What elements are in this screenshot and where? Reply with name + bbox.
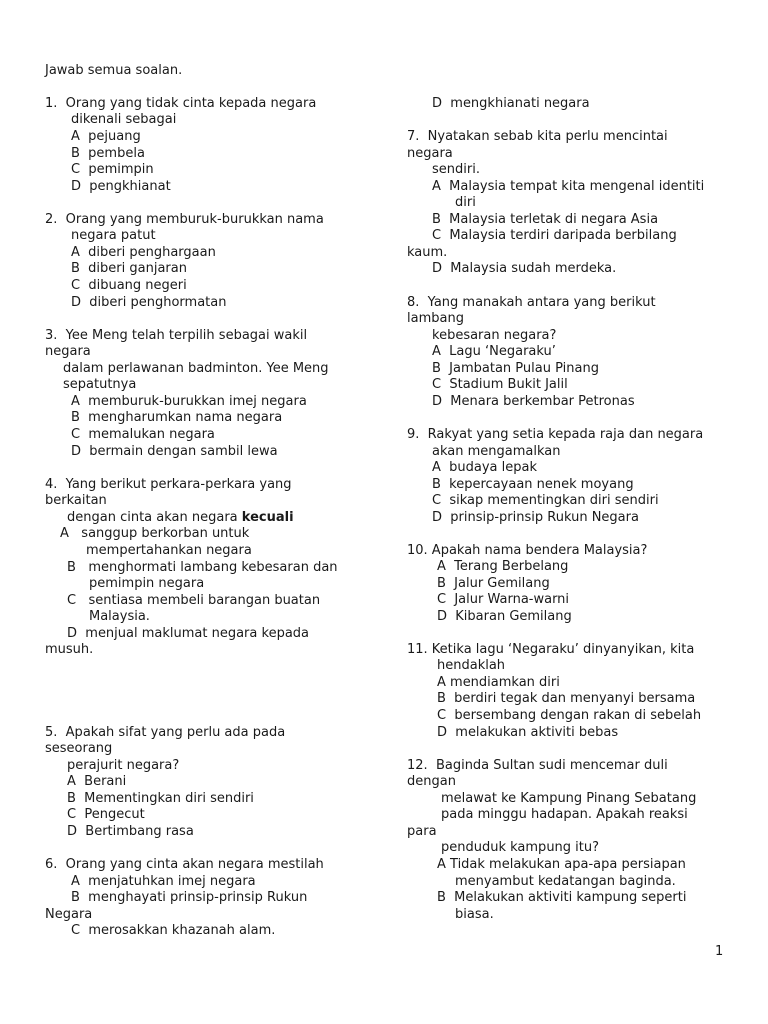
question-text: negara <box>407 146 453 161</box>
question-text: 3. Yee Meng telah terpilih sebagai wakil <box>45 328 308 343</box>
option-d: D Malaysia sudah merdeka. <box>432 261 617 276</box>
option-d: D diberi penghormatan <box>71 295 227 310</box>
question-text: 1. Orang yang tidak cinta kepada negara <box>45 96 317 111</box>
option-d: D menjual maklumat negara kepada <box>67 626 310 641</box>
option-a: A menjatuhkan imej negara <box>71 874 256 889</box>
option-a: A mendiamkan diri <box>437 675 560 690</box>
option-a: A Lagu ‘Negaraku’ <box>432 344 556 359</box>
question-text-plain: dengan cinta akan negara <box>67 510 242 525</box>
option-b: B mengharumkan nama negara <box>71 410 283 425</box>
option-c: C dibuang negeri <box>71 278 187 293</box>
option-d: D melakukan aktiviti bebas <box>437 725 619 740</box>
option-a: A diberi penghargaan <box>71 245 216 260</box>
option-c: C Malaysia terdiri daripada berbilang <box>432 228 677 243</box>
question-text: sendiri. <box>432 162 480 177</box>
question-text: dalam perlawanan badminton. Yee Meng <box>63 361 329 376</box>
option-a: A budaya lepak <box>432 460 538 475</box>
option-a: A sanggup berkorban untuk <box>60 526 250 541</box>
question-text: 4. Yang berikut perkara-perkara yang <box>45 477 292 492</box>
question-text: berkaitan <box>45 493 107 508</box>
option-c: C memalukan negara <box>71 427 215 442</box>
option-b: B berdiri tegak dan menyanyi bersama <box>437 691 696 706</box>
question-text: perajurit negara? <box>67 758 180 773</box>
question-text: negara <box>45 344 91 359</box>
option-c: C sentiasa membeli barangan buatan <box>67 593 321 608</box>
option-b-cont: Negara <box>45 907 93 922</box>
question-text: 7. Nyatakan sebab kita perlu mencintai <box>407 129 668 144</box>
question-text: dengan <box>407 774 456 789</box>
question-text: hendaklah <box>437 658 506 673</box>
option-c: C Jalur Warna-warni <box>437 592 570 607</box>
option-a: A Berani <box>67 774 127 789</box>
question-text: 2. Orang yang memburuk-burukkan nama <box>45 212 324 227</box>
option-c-cont: Malaysia. <box>89 609 150 624</box>
option-d: D prinsip-prinsip Rukun Negara <box>432 510 639 525</box>
question-text: para <box>407 824 437 839</box>
option-d: D Bertimbang rasa <box>67 824 194 839</box>
question-text: pada minggu hadapan. Apakah reaksi <box>441 807 688 822</box>
question-text: dikenali sebagai <box>71 112 177 127</box>
question-text: 10. Apakah nama bendera Malaysia? <box>407 543 648 558</box>
question-text: negara patut <box>71 228 156 243</box>
option-d: D Menara berkembar Petronas <box>432 394 635 409</box>
option-b: B Malaysia terletak di negara Asia <box>432 212 659 227</box>
question-text: seseorang <box>45 741 113 756</box>
question-6-option-d: D mengkhianati negara <box>432 96 590 111</box>
option-c: C Stadium Bukit Jalil <box>432 377 568 392</box>
question-text: 6. Orang yang cinta akan negara mestilah <box>45 857 324 872</box>
option-c-cont: kaum. <box>407 245 448 260</box>
option-b-cont: biasa. <box>455 907 494 922</box>
option-a: A Terang Berbelang <box>437 559 569 574</box>
option-c: C merosakkan khazanah alam. <box>71 923 276 938</box>
instruction: Jawab semua soalan. <box>45 63 183 78</box>
option-c: C Pengecut <box>67 807 145 822</box>
question-text: melawat ke Kampung Pinang Sebatang <box>441 791 697 806</box>
option-a: A pejuang <box>71 129 141 144</box>
page-number: 1 <box>715 944 724 959</box>
question-text: 8. Yang manakah antara yang berikut <box>407 295 656 310</box>
question-text: 12. Baginda Sultan sudi mencemar duli <box>407 758 668 773</box>
option-b: B Jalur Gemilang <box>437 576 550 591</box>
option-c: C bersembang dengan rakan di sebelah <box>437 708 702 723</box>
option-b: B kepercayaan nenek moyang <box>432 477 634 492</box>
option-b-cont: pemimpin negara <box>89 576 205 591</box>
option-d: D bermain dengan sambil lewa <box>71 444 278 459</box>
option-b: B pembela <box>71 146 145 161</box>
question-text: akan mengamalkan <box>432 444 561 459</box>
option-d: D pengkhianat <box>71 179 171 194</box>
option-b: B menghormati lambang kebesaran dan <box>67 560 338 575</box>
option-a-cont: diri <box>455 195 476 210</box>
option-b: B Melakukan aktiviti kampung seperti <box>437 890 687 905</box>
option-c: C sikap mementingkan diri sendiri <box>432 493 659 508</box>
option-d-cont: musuh. <box>45 642 94 657</box>
option-b: B diberi ganjaran <box>71 261 187 276</box>
question-text: 9. Rakyat yang setia kepada raja dan negara <box>407 427 704 442</box>
question-text: 11. Ketika lagu ‘Negaraku’ dinyanyikan, kita <box>407 642 695 657</box>
option-a-cont: menyambut kedatangan baginda. <box>455 874 676 889</box>
question-text: penduduk kampung itu? <box>441 840 600 855</box>
option-a: A memburuk-burukkan imej negara <box>71 394 307 409</box>
option-a: A Tidak melakukan apa-apa persiapan <box>437 857 686 872</box>
question-text: 5. Apakah sifat yang perlu ada pada <box>45 725 286 740</box>
question-text: lambang <box>407 311 464 326</box>
option-b: B Jambatan Pulau Pinang <box>432 361 599 376</box>
option-b: B Mementingkan diri sendiri <box>67 791 254 806</box>
option-a: A Malaysia tempat kita mengenal identiti <box>432 179 705 194</box>
question-text: sepatutnya <box>63 377 137 392</box>
emphasis-kecuali: kecuali <box>241 510 294 525</box>
option-c: C pemimpin <box>71 162 154 177</box>
question-text <box>67 510 294 526</box>
option-d: D Kibaran Gemilang <box>437 609 572 624</box>
question-text: kebesaran negara? <box>432 328 557 343</box>
option-a-cont: mempertahankan negara <box>86 543 252 558</box>
option-b: B menghayati prinsip-prinsip Rukun <box>71 890 308 905</box>
